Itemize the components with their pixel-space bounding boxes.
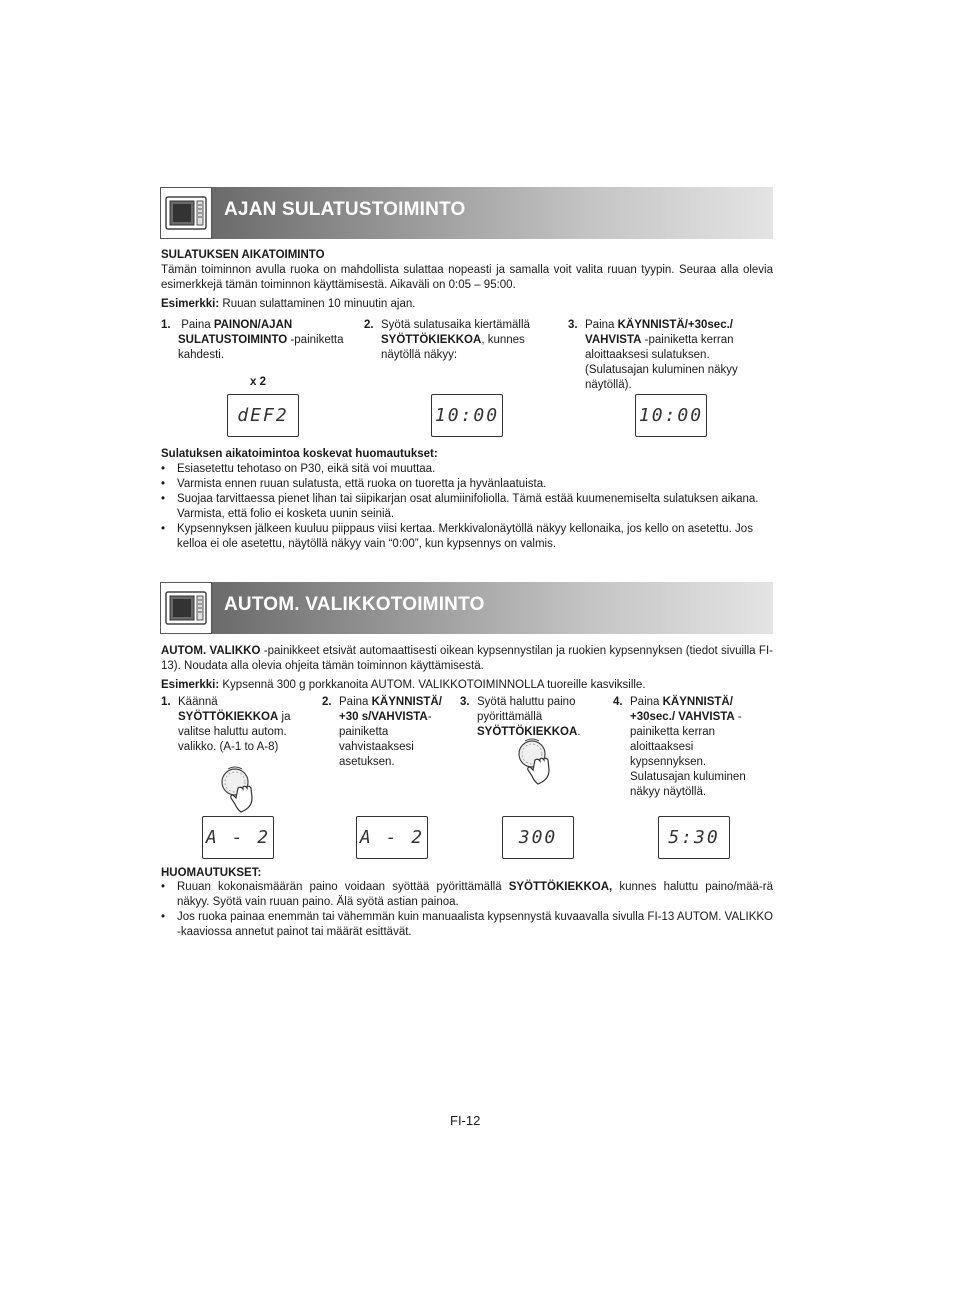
dial-hand-icon xyxy=(218,766,262,814)
list-item: • Ruuan kokonaismäärän paino voidaan syöttää pyörittämällä SYÖTTÖKIEKKOA, kunnes haluttu paino/mää-rä näkyy. Syötä vain ruuan paino. Älä syötä astian painoa. xyxy=(161,881,773,908)
intro-text: AUTOM. VALIKKO -painikkeet etsivät automaattisesti oikean kypsennystilan ja ruokien kypsennyksen (tiedot sivuilla FI-13). Noudata alla olevia ohjeita tämän toiminnon käyttämisestä. xyxy=(161,645,773,672)
notes-list xyxy=(161,880,773,940)
microwave-icon xyxy=(160,582,212,634)
display-screen: 10:00 xyxy=(635,394,707,437)
display-screen: A - 2 xyxy=(356,816,428,859)
microwave-icon xyxy=(160,187,212,239)
notes-list xyxy=(161,462,773,552)
section-title: AUTOM. VALIKKOTOIMINTO xyxy=(224,594,485,615)
list-item: • Jos ruoka painaa enemmän tai vähemmän kuin manuaalista kypsennystä kuvaavalla sivulla FI-13 AUTOM. VALIKKO -kaaviossa annetut painot tai määrät esittävät. xyxy=(161,911,773,938)
example-line: Esimerkki: Ruuan sulattaminen 10 minuutin ajan. xyxy=(161,298,416,310)
dial-hand-icon xyxy=(515,738,559,786)
press-twice-label: x 2 xyxy=(250,376,266,388)
notes-heading: Sulatuksen aikatoimintoa koskevat huomautukset: xyxy=(161,448,438,460)
subheading: SULATUKSEN AIKATOIMINTO xyxy=(161,249,325,261)
example-line: Esimerkki: Kypsennä 300 g porkkanoita AUTOM. VALIKKOTOIMINNOLLA tuoreille kasviksille. xyxy=(161,679,646,691)
list-item: • Varmista ennen ruuan sulatusta, että ruoka on tuoretta ja hyvänlaatuista. xyxy=(161,478,547,490)
section-title: AJAN SULATUSTOIMINTO xyxy=(224,199,466,220)
intro-text: Tämän toiminnon avulla ruoka on mahdollista sulattaa nopeasti ja samalla voit valita ruuan tyypin. Seuraa alla olevia esimerkkejä tämän toiminnon käyttämisestä. Aikaväli on 0:05 – 95:00. xyxy=(161,264,773,291)
display-screen: A - 2 xyxy=(202,816,274,859)
display-screen: 300 xyxy=(502,816,574,859)
page-number: FI-12 xyxy=(450,1113,481,1128)
list-item: • Esiasetettu tehotaso on P30, eikä sitä voi muuttaa. xyxy=(161,463,436,475)
section-banner-auto-menu xyxy=(160,582,773,634)
list-item: • Suojaa tarvittaessa pienet lihan tai siipikarjan osat alumiinifoliolla. Tämä estää kuumenemiselta sulatuksen aikana. Varmista, että folio ei kosketa uunin seiniä. xyxy=(161,493,759,520)
list-item: • Kypsennyksen jälkeen kuuluu piippaus viisi kertaa. Merkkivalonäytöllä näkyy kellonaika, jos kello on asetettu. Jos kelloa ei ole asetettu, näytöllä näkyy vain “0:00”, kun kypsennys on valmis. xyxy=(161,523,753,550)
section-banner-defrost xyxy=(160,187,773,239)
display-screen: 5:30 xyxy=(658,816,730,859)
display-screen: dEF2 xyxy=(227,394,299,437)
display-screen: 10:00 xyxy=(431,394,503,437)
notes-heading: HUOMAUTUKSET: xyxy=(161,867,262,879)
